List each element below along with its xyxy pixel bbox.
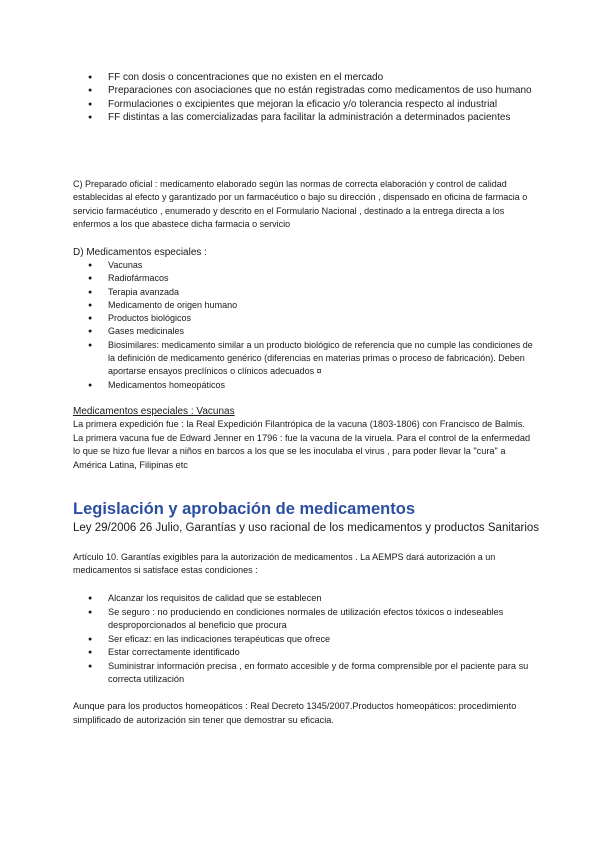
homeopaticos-paragraph: Aunque para los productos homeopáticos : Real Decreto 1345/2007.Productos homeopáticos: procedimiento simplificado de autorización sin tener que demostrar su eficacia. bbox=[73, 701, 517, 725]
preparado-oficial-paragraph: C) Preparado oficial : medicamento elaborado según las normas de correcta elaboración y control de calidad establecidas al efecto y garantizado por un farmacéutico o bajo su dirección , dispensado en oficina de farmacia o servicio farmacéutico , enumerado y descrito en el Formulario Nacional , destinado a la entrega directa a los enfermos a los que abastece dicha farmacia o servicio bbox=[73, 179, 528, 229]
list-item: ● Estar correctamente identificado bbox=[73, 646, 533, 660]
section-subheading: Ley 29/2006 26 Julio, Garantías y uso racional de los medicamentos y productos Sanitarios bbox=[73, 522, 540, 534]
condiciones-list bbox=[73, 592, 533, 687]
section-heading: Legislación y aprobación de medicamentos bbox=[73, 500, 416, 518]
list-item: ● Preparaciones con asociaciones que no están registradas como medicamentos de uso humano bbox=[73, 84, 533, 97]
ff-list bbox=[73, 71, 533, 124]
vacunas-paragraph: La primera expedición fue : la Real Expedición Filantrópica de la vacuna (1803-1806) con Francisco de Balmis. La primera vacuna fue de Edward Jenner en 1796 : fue la vacuna de la viruela. Para el control de la enfermedad lo que se hizo fue llevar a niños en barcos a los que se les inoculaba el virus , para poder llevar la "cura" a América Latina, Filipinas etc bbox=[73, 419, 531, 470]
list-item: ● Alcanzar los requisitos de calidad que se establecen bbox=[73, 592, 533, 606]
list-item: ● Gases medicinales bbox=[73, 325, 533, 338]
list-item: ● FF con dosis o concentraciones que no existen en el mercado bbox=[73, 71, 533, 84]
articulo-paragraph: Artículo 10. Garantías exigibles para la autorización de medicamentos . La AEMPS dará autorización a un medicamentos si satisface estas condiciones : bbox=[73, 552, 496, 576]
list-item: ● Radiofármacos bbox=[73, 272, 533, 285]
list-item: ● Terapia avanzada bbox=[73, 286, 533, 299]
list-item: ● FF distintas a las comercializadas para facilitar la administración a determinados pacientes bbox=[73, 111, 533, 124]
especiales-title: D) Medicamentos especiales : bbox=[73, 247, 207, 258]
list-item: ● Ser eficaz: en las indicaciones terapéuticas que ofrece bbox=[73, 633, 533, 647]
list-item: ● Vacunas bbox=[73, 259, 533, 272]
vacunas-title: Medicamentos especiales : Vacunas bbox=[73, 406, 235, 417]
list-item: ● Biosimilares: medicamento similar a un producto biológico de referencia que no cumple las condiciones de la definición de medicamento genérico (diferencias en materias primas o proceso de fabricación). Deben aportarse ensayos preclínicos o clínicos adecuados ¤ bbox=[73, 339, 533, 379]
especiales-list bbox=[73, 259, 533, 392]
list-item: ● Medicamentos homeopáticos bbox=[73, 379, 533, 392]
list-item: ● Productos biológicos bbox=[73, 312, 533, 325]
list-item: ● Medicamento de origen humano bbox=[73, 299, 533, 312]
list-item: ● Suministrar información precisa , en formato accesible y de forma comprensible por el paciente para su correcta utilización bbox=[73, 660, 533, 687]
list-item: ● Formulaciones o excipientes que mejoran la eficacio y/o tolerancia respecto al industrial bbox=[73, 98, 533, 111]
list-item: ● Se seguro : no produciendo en condiciones normales de utilización efectos tóxicos o indeseables desproporcionados al beneficio que procura bbox=[73, 606, 533, 633]
